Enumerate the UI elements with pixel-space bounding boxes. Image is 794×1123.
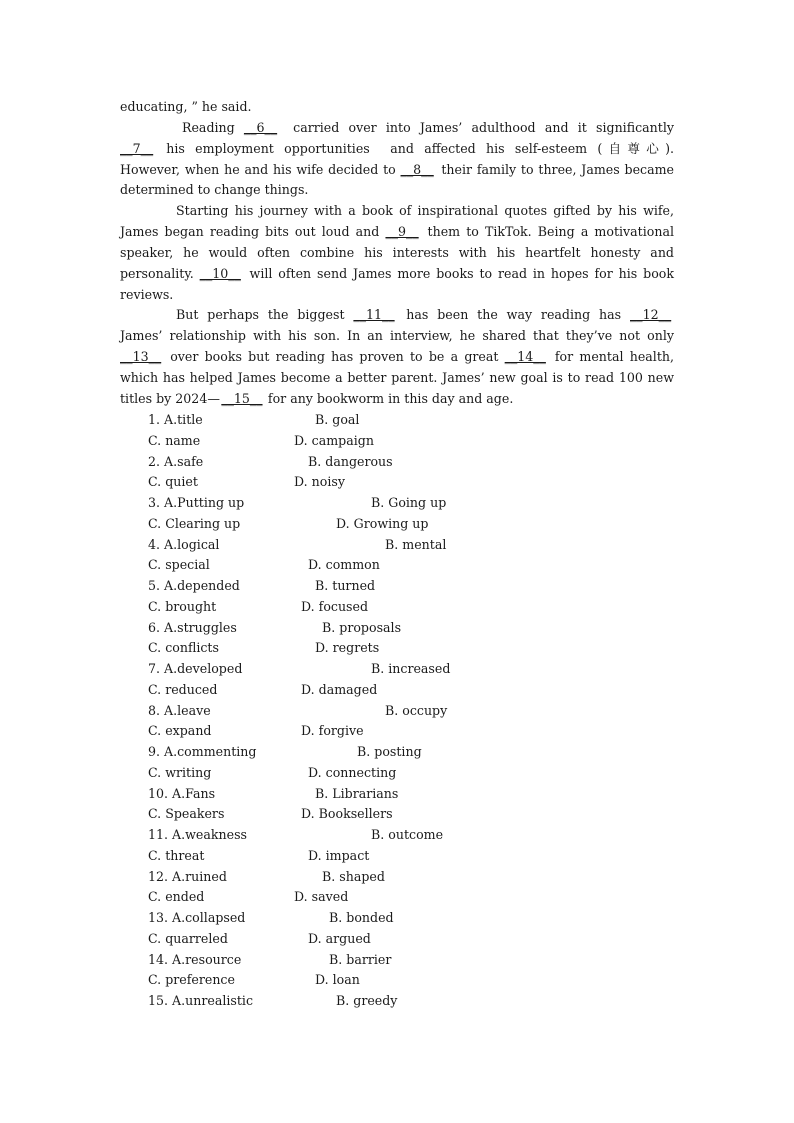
blank-11: __11__ <box>353 307 395 323</box>
passage-text: for any bookworm in this day and age. <box>263 390 514 406</box>
option-a: 11. A.weakness <box>148 827 247 842</box>
passage-text: James began reading bits out loud and <box>120 224 386 240</box>
option-b: B. mental <box>385 536 447 552</box>
option-d: D. focused <box>301 598 369 614</box>
option-c: C. threat <box>148 847 205 863</box>
option-row <box>148 452 568 473</box>
passage-text: his employment opportunities and affected his self-esteem (自尊心). <box>156 140 674 156</box>
option-row <box>148 846 568 867</box>
option-b: B. outcome <box>371 827 444 842</box>
option-c: C. quiet <box>148 474 198 490</box>
option-b: B. barrier <box>329 951 392 967</box>
blank-6: __6__ <box>243 119 278 135</box>
option-a: 4. A.logical <box>148 536 220 552</box>
passage-line <box>120 389 674 410</box>
option-c: C. name <box>148 432 201 448</box>
option-row <box>148 887 568 908</box>
option-d: D. damaged <box>301 681 378 697</box>
option-d: D. impact <box>308 847 370 863</box>
option-a: 13. A.collapsed <box>148 910 246 925</box>
option-row <box>148 659 568 680</box>
option-b: B. greedy <box>336 993 398 1008</box>
passage-line <box>120 368 674 389</box>
passage-line <box>120 201 674 222</box>
option-d: D. Growing up <box>336 515 429 531</box>
option-d: D. argued <box>308 930 371 946</box>
option-row <box>148 825 568 846</box>
option-c: C. writing <box>148 764 212 780</box>
option-c: C. Speakers <box>148 806 225 822</box>
passage-text: determined to change things. <box>120 182 309 198</box>
blank-13: __13__ <box>120 349 162 365</box>
reading-passage <box>120 97 674 410</box>
option-row <box>148 970 568 991</box>
option-a: 12. A.ruined <box>148 868 227 884</box>
passage-line <box>120 305 674 326</box>
option-d: D. regrets <box>315 640 380 656</box>
option-row <box>148 618 568 639</box>
option-row <box>148 929 568 950</box>
passage-line <box>120 97 674 118</box>
option-row <box>148 597 568 618</box>
option-b: B. proposals <box>322 619 402 635</box>
option-b: B. dangerous <box>308 453 393 469</box>
option-d: D. loan <box>315 972 360 988</box>
option-row <box>148 431 568 452</box>
option-a: 2. A.safe <box>148 453 204 469</box>
option-row <box>148 472 568 493</box>
option-row <box>148 410 568 431</box>
passage-text: reviews. <box>120 286 174 302</box>
blank-9: __9__ <box>385 224 419 240</box>
option-row <box>148 804 568 825</box>
option-row <box>148 950 568 971</box>
option-a: 15. A.unrealistic <box>148 993 253 1008</box>
blank-10: __10__ <box>199 265 241 281</box>
passage-text: James’ relationship with his son. In an interview, he shared that they’ve not only <box>120 328 674 344</box>
option-d: D. campaign <box>294 432 374 448</box>
option-row <box>148 514 568 535</box>
option-c: C. expand <box>148 723 212 739</box>
option-d: D. connecting <box>308 764 397 780</box>
option-a: 14. A.resource <box>148 951 242 967</box>
passage-line <box>120 180 674 201</box>
option-a: 7. A.developed <box>148 661 243 676</box>
option-c: C. ended <box>148 889 205 905</box>
option-a: 8. A.leave <box>148 702 211 718</box>
option-b: B. bonded <box>329 910 394 925</box>
passage-line <box>120 243 674 264</box>
passage-text: Reading <box>182 119 244 135</box>
option-a: 9. A.commenting <box>148 744 257 759</box>
option-row <box>148 721 568 742</box>
option-row <box>148 991 568 1012</box>
option-c: C. Clearing up <box>148 515 241 531</box>
passage-line <box>120 285 674 306</box>
option-d: D. common <box>308 557 380 573</box>
option-a: 1. A.title <box>148 412 203 427</box>
blank-15: __15__ <box>221 390 263 406</box>
option-d: D. saved <box>294 889 349 905</box>
option-b: B. Librarians <box>315 785 399 801</box>
option-row <box>148 784 568 805</box>
option-a: 5. A.depended <box>148 578 240 593</box>
option-a: 10. A.Fans <box>148 785 216 801</box>
blank-14: __14__ <box>504 349 546 365</box>
option-row <box>148 555 568 576</box>
option-d: D. Booksellers <box>301 806 393 822</box>
passage-line <box>120 347 674 368</box>
option-row <box>148 638 568 659</box>
passage-text: speaker, he would often combine his interests with his heartfelt honesty and <box>120 244 674 260</box>
option-a: 6. A.struggles <box>148 619 237 635</box>
passage-text: However, when he and his wife decided to <box>120 161 401 177</box>
passage-text: personality. <box>120 265 200 281</box>
blank-12: __12__ <box>630 307 672 323</box>
passage-text: them to TikTok. Being a motivational <box>421 224 674 240</box>
option-row <box>148 576 568 597</box>
option-b: B. posting <box>357 744 422 759</box>
passage-line <box>120 222 674 243</box>
option-c: C. preference <box>148 972 235 988</box>
option-b: B. occupy <box>385 702 448 718</box>
passage-text: will often send James more books to read in hopes for his book <box>243 265 675 281</box>
option-b: B. goal <box>315 412 360 427</box>
option-c: C. quarreled <box>148 930 228 946</box>
blank-7: __7__ <box>120 140 154 156</box>
passage-text: titles by 2024— <box>120 390 220 406</box>
passage-text: educating, ” he said. <box>120 99 252 114</box>
option-c: C. special <box>148 557 210 573</box>
option-row <box>148 908 568 929</box>
passage-text: for mental health, <box>548 349 674 365</box>
passage-text: Starting his journey with a book of inspirational quotes gifted by his wife, <box>176 203 674 219</box>
passage-line <box>120 118 674 139</box>
passage-line <box>120 264 674 285</box>
option-c: C. reduced <box>148 681 218 697</box>
option-b: B. increased <box>371 661 451 676</box>
passage-text: over books but reading has proven to be a great <box>164 349 505 365</box>
option-a: 3. A.Putting up <box>148 495 245 510</box>
option-row <box>148 701 568 722</box>
option-b: B. turned <box>315 578 376 593</box>
option-row <box>148 493 568 514</box>
answer-options <box>148 410 568 1012</box>
option-c: C. brought <box>148 598 217 614</box>
option-c: C. conflicts <box>148 640 219 656</box>
passage-text: has been the way reading has <box>397 307 630 323</box>
passage-line <box>120 160 674 181</box>
option-row <box>148 763 568 784</box>
option-b: B. Going up <box>371 495 447 510</box>
passage-line <box>120 326 674 347</box>
option-b: B. shaped <box>322 868 385 884</box>
option-row <box>148 867 568 888</box>
blank-8: __8__ <box>400 161 434 177</box>
passage-text: which has helped James become a better parent. James’ new goal is to read 100 new <box>120 369 674 385</box>
option-row <box>148 742 568 763</box>
passage-text: their family to three, James became <box>436 161 674 177</box>
option-d: D. forgive <box>301 723 364 739</box>
option-row <box>148 680 568 701</box>
option-d: D. noisy <box>294 474 345 490</box>
option-row <box>148 535 568 556</box>
passage-line <box>120 139 674 160</box>
passage-text: But perhaps the biggest <box>176 307 354 323</box>
passage-text: carried over into James’ adulthood and it significantly <box>283 119 674 135</box>
